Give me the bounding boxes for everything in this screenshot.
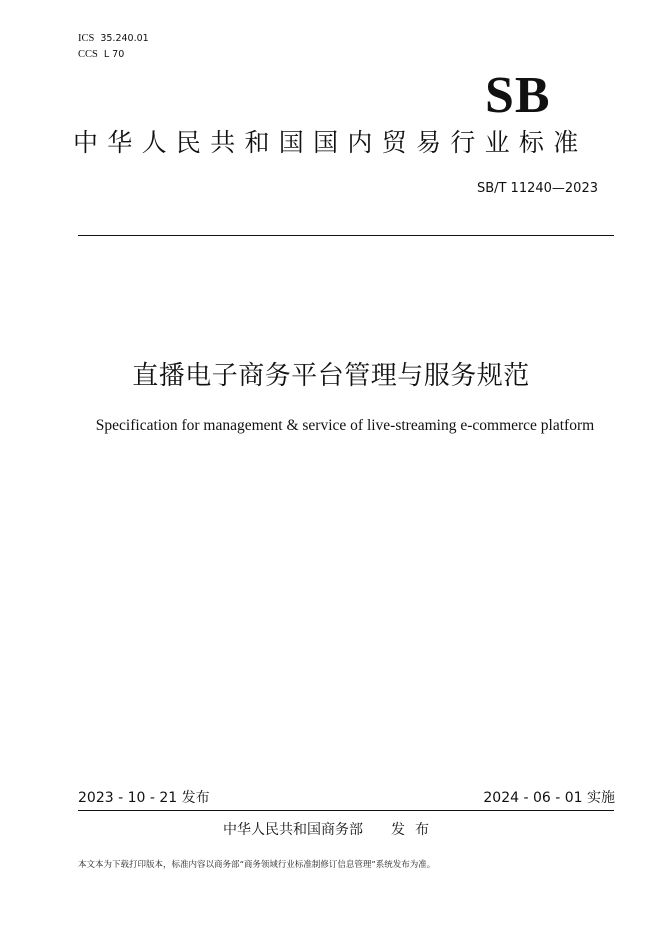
ccs-label: CCS xyxy=(78,49,98,60)
sb-logo-mark: SB xyxy=(485,67,551,124)
publisher-line xyxy=(0,820,662,840)
standard-number: SB/T 11240—2023 xyxy=(476,181,598,196)
issue-date: 2023 - 10 - 21 发布 xyxy=(78,790,210,806)
issuer-title: 中华人民共和国国内贸易行业标准 xyxy=(73,128,588,157)
ccs-line xyxy=(78,49,124,61)
ics-code: 35.240.01 xyxy=(100,33,149,44)
ccs-code: L 70 xyxy=(103,49,125,60)
publisher-name: 中华人民共和国商务部 xyxy=(223,822,363,838)
download-footnote: 本文本为下载打印版本，标准内容以商务部“商务领域行业标准制修订信息管理”系统发布为准。 xyxy=(78,860,436,870)
footer-divider xyxy=(78,810,614,811)
implementation-date: 2024 - 06 - 01 实施 xyxy=(483,790,615,806)
ics-label: ICS xyxy=(78,33,95,44)
ics-line xyxy=(78,33,149,45)
document-title-english: Specification for management & service of live-streaming e-commerce platform xyxy=(95,417,595,434)
header-divider xyxy=(78,235,614,236)
publish-word: 发布 xyxy=(391,822,439,838)
document-title-chinese: 直播电子商务平台管理与服务规范 xyxy=(132,361,530,391)
